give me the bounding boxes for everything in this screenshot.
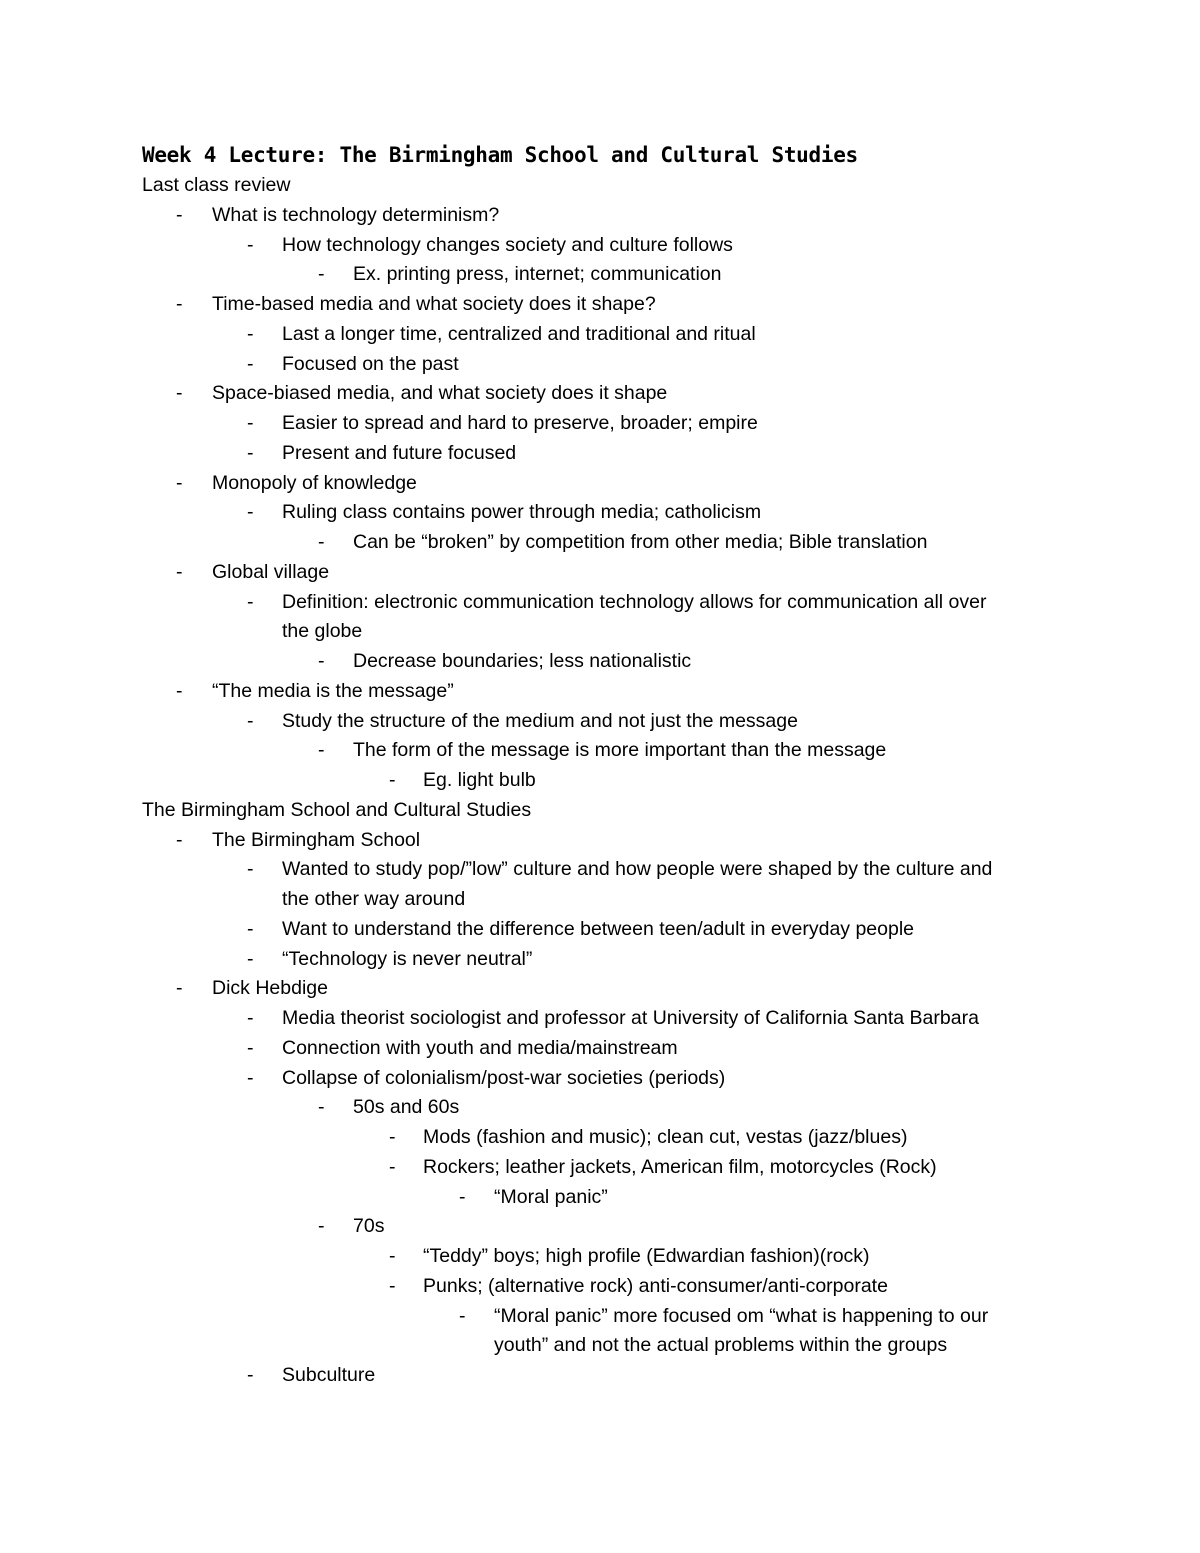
bullet-dash: - [247,1036,254,1059]
list-item [0,617,1200,647]
list-item [0,915,1200,945]
bullet-dash: - [247,233,254,256]
list-item-text: Last a longer time, centralized and traditional and ritual [282,322,756,345]
bullet-dash: - [389,769,396,791]
section-heading [0,171,1200,201]
bullet-dash: - [176,828,183,851]
list-item-text: Time-based media and what society does it shape? [212,293,656,315]
bullet-dash: - [247,322,254,345]
list-item-text: Media theorist sociologist and professor at University of California Santa Barbara [282,1007,979,1029]
list-item [0,498,1200,528]
list-item [0,736,1200,766]
list-item [0,1183,1200,1213]
bullet-dash: - [247,1066,254,1089]
list-item [0,469,1200,499]
list-item [0,1212,1200,1242]
bullet-dash: - [247,590,254,613]
list-item-text: Rockers; leather jackets, American film, motorcycles (Rock) [423,1155,937,1178]
bullet-dash: - [389,1155,396,1178]
list-item-text: Ruling class contains power through media; catholicism [282,501,762,524]
list-item [0,826,1200,856]
list-item-text: The Birmingham School [212,828,421,851]
bullet-dash: - [176,203,183,226]
list-item [0,231,1200,261]
list-item-text: Can be “broken” by competition from other media; Bible translation [353,531,928,553]
bullet-dash: - [176,382,183,405]
bullet-dash: - [318,263,325,286]
bullet-dash: - [318,1215,325,1238]
list-item-text: “Technology is never neutral” [282,947,533,970]
list-item [0,409,1200,439]
list-item [0,320,1200,350]
list-item-text: Punks; (alternative rock) anti-consumer/anti-corporate [423,1274,888,1297]
bullet-dash: - [247,917,254,940]
bullet-dash: - [176,679,183,702]
bullet-dash: - [176,560,183,583]
list-item [0,260,1200,290]
list-item [0,439,1200,469]
list-item [0,766,1200,796]
list-item-text: “The media is the message” [212,679,454,702]
list-item-text: Easier to spread and hard to preserve, broader; empire [282,412,758,434]
list-item-text: 70s [353,1215,385,1238]
bullet-dash: - [318,531,325,553]
list-item-text: Definition: electronic communication technology allows for communication all over [282,590,987,613]
bullet-dash: - [459,1304,466,1327]
list-item [0,1153,1200,1183]
bullet-dash: - [247,501,254,524]
list-item-text: Space-biased media, and what society does it shape [212,382,668,405]
list-item [0,855,1200,885]
list-item-text: the globe [282,620,363,643]
list-item [0,558,1200,588]
bullet-dash: - [247,947,254,970]
list-item-text: Collapse of colonialism/post-war societies (periods) [282,1066,726,1089]
list-item-text: “Moral panic” [494,1185,608,1208]
list-item-text: Last class review [142,174,291,196]
list-item [0,647,1200,677]
list-item-text: Monopoly of knowledge [212,471,417,494]
list-item [0,379,1200,409]
list-item [0,1242,1200,1272]
list-item [0,1302,1200,1332]
list-item-text: Eg. light bulb [423,769,536,791]
list-item-text: Dick Hebdige [212,977,328,1000]
list-item-text: Focused on the past [282,352,459,375]
list-item [0,1272,1200,1302]
list-item-text: “Teddy” boys; high profile (Edwardian fashion)(rock) [423,1245,870,1267]
list-item [0,1361,1200,1391]
outline-list [0,171,1200,1391]
document-title: Week 4 Lecture: The Birmingham School and Cultural Studies [142,143,858,167]
list-item-text: “Moral panic” more focused om “what is happening to our [494,1304,989,1327]
list-item-text: 50s and 60s [353,1096,460,1119]
list-item [0,1123,1200,1153]
bullet-dash: - [318,650,325,672]
list-item [0,201,1200,231]
bullet-dash: - [247,709,254,732]
bullet-dash: - [176,293,183,315]
list-item-text: youth” and not the actual problems within the groups [494,1334,948,1357]
list-item-text: Want to understand the difference between teen/adult in everyday people [282,917,915,940]
list-item-text: the other way around [282,888,466,910]
list-item [0,677,1200,707]
list-item-text: Global village [212,560,330,583]
bullet-dash: - [247,1364,254,1386]
list-item [0,290,1200,320]
list-item-text: Study the structure of the medium and not just the message [282,709,798,732]
list-item-text: Decrease boundaries; less nationalistic [353,650,692,672]
bullet-dash: - [247,352,254,375]
bullet-dash: - [176,471,183,494]
list-item-text: Ex. printing press, internet; communication [353,263,722,286]
list-item-text: Mods (fashion and music); clean cut, vestas (jazz/blues) [423,1126,908,1148]
list-item-text: How technology changes society and culture follows [282,233,733,256]
bullet-dash: - [459,1185,466,1208]
list-item [0,1093,1200,1123]
bullet-dash: - [247,1007,254,1029]
list-item [0,528,1200,558]
bullet-dash: - [247,441,254,464]
bullet-dash: - [247,412,254,434]
list-item [0,350,1200,380]
list-item [0,1331,1200,1361]
list-item [0,885,1200,915]
bullet-dash: - [176,977,183,1000]
list-item [0,1064,1200,1094]
bullet-dash: - [247,858,254,881]
list-item-text: The Birmingham School and Cultural Studies [142,798,532,821]
list-item-text: Wanted to study pop/”low” culture and how people were shaped by the culture and [282,858,993,881]
list-item-text: Connection with youth and media/mainstream [282,1036,678,1059]
bullet-dash: - [389,1245,396,1267]
list-item [0,1034,1200,1064]
list-item [0,588,1200,618]
bullet-dash: - [389,1274,396,1297]
bullet-dash: - [318,739,325,762]
list-item [0,945,1200,975]
list-item-text: The form of the message is more important than the message [353,739,887,762]
section-heading [0,796,1200,826]
list-item [0,974,1200,1004]
list-item [0,1004,1200,1034]
list-item-text: What is technology determinism? [212,203,500,226]
bullet-dash: - [389,1126,396,1148]
list-item-text: Present and future focused [282,441,517,464]
list-item [0,707,1200,737]
bullet-dash: - [318,1096,325,1119]
list-item-text: Subculture [282,1364,376,1386]
